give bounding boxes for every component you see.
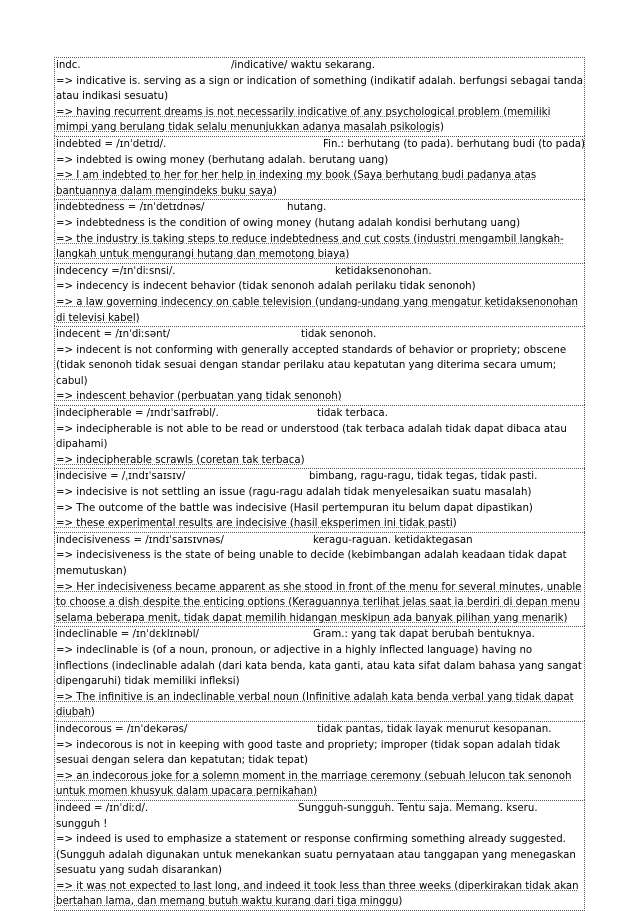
entry-line: => Her indecisiveness became apparent as she stood in front of the menu for several minutes, unable to choose a dish despite the enticing options (Keraguannya terlihat jelas saat ia berdiri di depan menu selama beberapa menit, tidak dapat memilih hidangan meskipun ada banyak pilihan yang menarik) xyxy=(56,581,582,624)
entry-term: indecisiveness = /ɪndɪˈsaɪsɪvnəs/ xyxy=(56,534,224,546)
entry-line: => indecent is not conforming with generally accepted standards of behavior or propriety; obscene (tidak senonoh tidak sesuai dengan standar perilaku atau kepatutan yang diterima secara umum; cabul) xyxy=(56,344,567,387)
entry-term: indebtedness = /ɪnˈdetɪdnəs/ xyxy=(56,202,205,214)
entry-line: => it was not expected to last long, and indeed it took less than three weeks (diperkirakan tidak akan bertahan lama, dan memang butuh waktu kurang dari tiga minggu) xyxy=(56,880,579,908)
entry-meaning: keragu-raguan. ketidaktegasan xyxy=(313,534,473,546)
entry-line: => indicative is. serving as a sign or indication of something (indikatif adalah. berfungsi sebagai tanda atau indikasi sesuatu) xyxy=(56,75,584,103)
entry-line: => the industry is taking steps to reduce indebtedness and cut costs (industri mengambil langkah-langkah untuk mengurangi hutang dan memotong biaya) xyxy=(56,233,564,261)
entry-header xyxy=(55,200,584,216)
entry-header-line xyxy=(55,801,584,832)
entry-header xyxy=(55,533,584,549)
dictionary-document xyxy=(54,57,585,911)
entry-meaning: bimbang, ragu-ragu, tidak tegas, tidak pasti. xyxy=(309,471,538,483)
entry-header xyxy=(55,327,584,343)
entry-line: => indescent behavior (perbuatan yang tidak senonoh) xyxy=(56,391,342,403)
entry-indecency xyxy=(54,263,585,326)
entry-line: => indecipherable scrawls (coretan tak terbaca) xyxy=(56,454,305,466)
entry-indebted xyxy=(54,136,585,199)
entry-term: indecorous = /ɪnˈdekərəs/ xyxy=(56,723,188,735)
entry-term: indeclinable = /ɪnˈdɛklɪnəbl/ xyxy=(56,629,199,641)
entry-meaning: Gram.: yang tak dapat berubah bentuknya. xyxy=(313,629,535,641)
entry-indeed xyxy=(54,800,585,911)
entry-line: => indecency is indecent behavior (tidak senonoh adalah perilaku tidak senonoh) xyxy=(56,281,476,293)
entry-indc xyxy=(54,57,585,136)
entry-meaning: tidak terbaca. xyxy=(317,408,388,420)
entry-term: indeed = /ɪnˈdiːd/. xyxy=(56,802,149,814)
entry-indecent xyxy=(54,326,585,405)
entry-term: indecent = /ɪnˈdiːsənt/ xyxy=(56,329,171,341)
entry-indecisive xyxy=(54,468,585,531)
entry-indeclinable xyxy=(54,626,585,721)
entry-line: => indebted is owing money (berhutang adalah. berutang uang) xyxy=(56,154,389,166)
entry-line: => indeclinable is (of a noun, pronoun, or adjective in a highly inflected language) having no inflections (indeclinable adalah (dari kata benda, kata ganti, atau kata sifat dalam bahasa yang sangat dipengaruhi) tidak memiliki infleksi) xyxy=(56,644,582,688)
entry-indebtedness xyxy=(54,199,585,262)
entry-line: => these experimental results are indecisive (hasil eksperimen ini tidak pasti) xyxy=(56,518,457,530)
entry-line: => indecisive is not settling an issue (ragu-ragu adalah tidak menyelesaikan suatu masalah) xyxy=(56,487,532,499)
entry-line: => I am indebted to her for her help in indexing my book (Saya berhutang budi padanya atas bantuannya dalam mengindeks buku saya) xyxy=(56,170,537,197)
entry-meaning: tidak pantas, tidak layak menurut kesopanan. xyxy=(317,723,552,735)
entry-line: => a law governing indecency on cable television (undang-undang yang mengatur ketidaksenonohan di televisi kabel) xyxy=(56,296,578,324)
entry-header xyxy=(55,137,584,153)
entry-header xyxy=(55,58,584,74)
entry-indecisiveness xyxy=(54,532,585,627)
entry-line: => indecipherable is not able to be read or understood (tak terbaca adalah tidak dapat dibaca atau dipahami) xyxy=(56,423,567,451)
entry-meaning: /indicative/ waktu sekarang. xyxy=(231,60,375,71)
entry-line: => indeed is used to emphasize a statement or response confirming something already suggested. (Sungguh adalah digunakan untuk menekankan suatu pernyataan atau tanggapan yang menegaskan sesuatu yang sudah disarankan) xyxy=(56,834,576,877)
entry-line: => indecisiveness is the state of being unable to decide (kebimbangan adalah keadaan tidak dapat memutuskan) xyxy=(56,550,567,577)
entry-indecipherable xyxy=(54,405,585,468)
entry-meaning: Fin.: berhutang (to pada). berhutang budi (to pada) xyxy=(323,138,586,150)
entry-line: => indecorous is not in keeping with good taste and propriety; improper (tidak sopan adalah tidak sesuai dengan selera dan kepatutan; tidak tepat) xyxy=(56,739,561,767)
entry-line: => The outcome of the battle was indecisive (Hasil pertempuran itu belum dapat dipastikan) xyxy=(56,502,533,514)
entry-term: indebted = /ɪnˈdetɪd/. xyxy=(56,138,167,150)
entry-meaning: ketidaksenonohan. xyxy=(335,265,432,277)
entry-indecorous xyxy=(54,721,585,800)
entry-meaning: Sungguh-sungguh. Tentu saja. Memang. kseru. sungguh ! xyxy=(56,802,538,830)
entry-line: => having recurrent dreams is not necessarily indicative of any psychological problem (memiliki mimpi yang berulang tidak selalu menunjukkan adanya masalah psikologis) xyxy=(56,106,551,134)
entry-meaning: tidak senonoh. xyxy=(301,329,377,341)
entry-header xyxy=(55,406,584,422)
entry-header xyxy=(55,722,584,738)
entry-term: indecency =/ɪnˈdiːsnsi/. xyxy=(56,265,176,277)
entry-line: => The infinitive is an indeclinable verbal noun (Infinitive adalah kata benda verbal yang tidak dapat diubah) xyxy=(56,691,574,719)
entry-header xyxy=(55,469,584,485)
entry-meaning: hutang. xyxy=(287,202,327,214)
entry-term: indecisive = /ˌɪndɪˈsaɪsɪv/ xyxy=(56,471,186,483)
entry-line: => indebtedness is the condition of owing money (hutang adalah kondisi berhutang uang) xyxy=(56,217,521,229)
entry-term: indecipherable = /ɪndɪˈsaɪfrəbl/. xyxy=(56,408,219,420)
entry-line: => an indecorous joke for a solemn moment in the marriage ceremony (sebuah lelucon tak senonoh untuk momen khusyuk dalam upacara pernikahan) xyxy=(56,770,572,798)
entry-term: indc. xyxy=(56,60,81,71)
entry-header xyxy=(55,264,584,280)
entry-header xyxy=(55,627,584,643)
